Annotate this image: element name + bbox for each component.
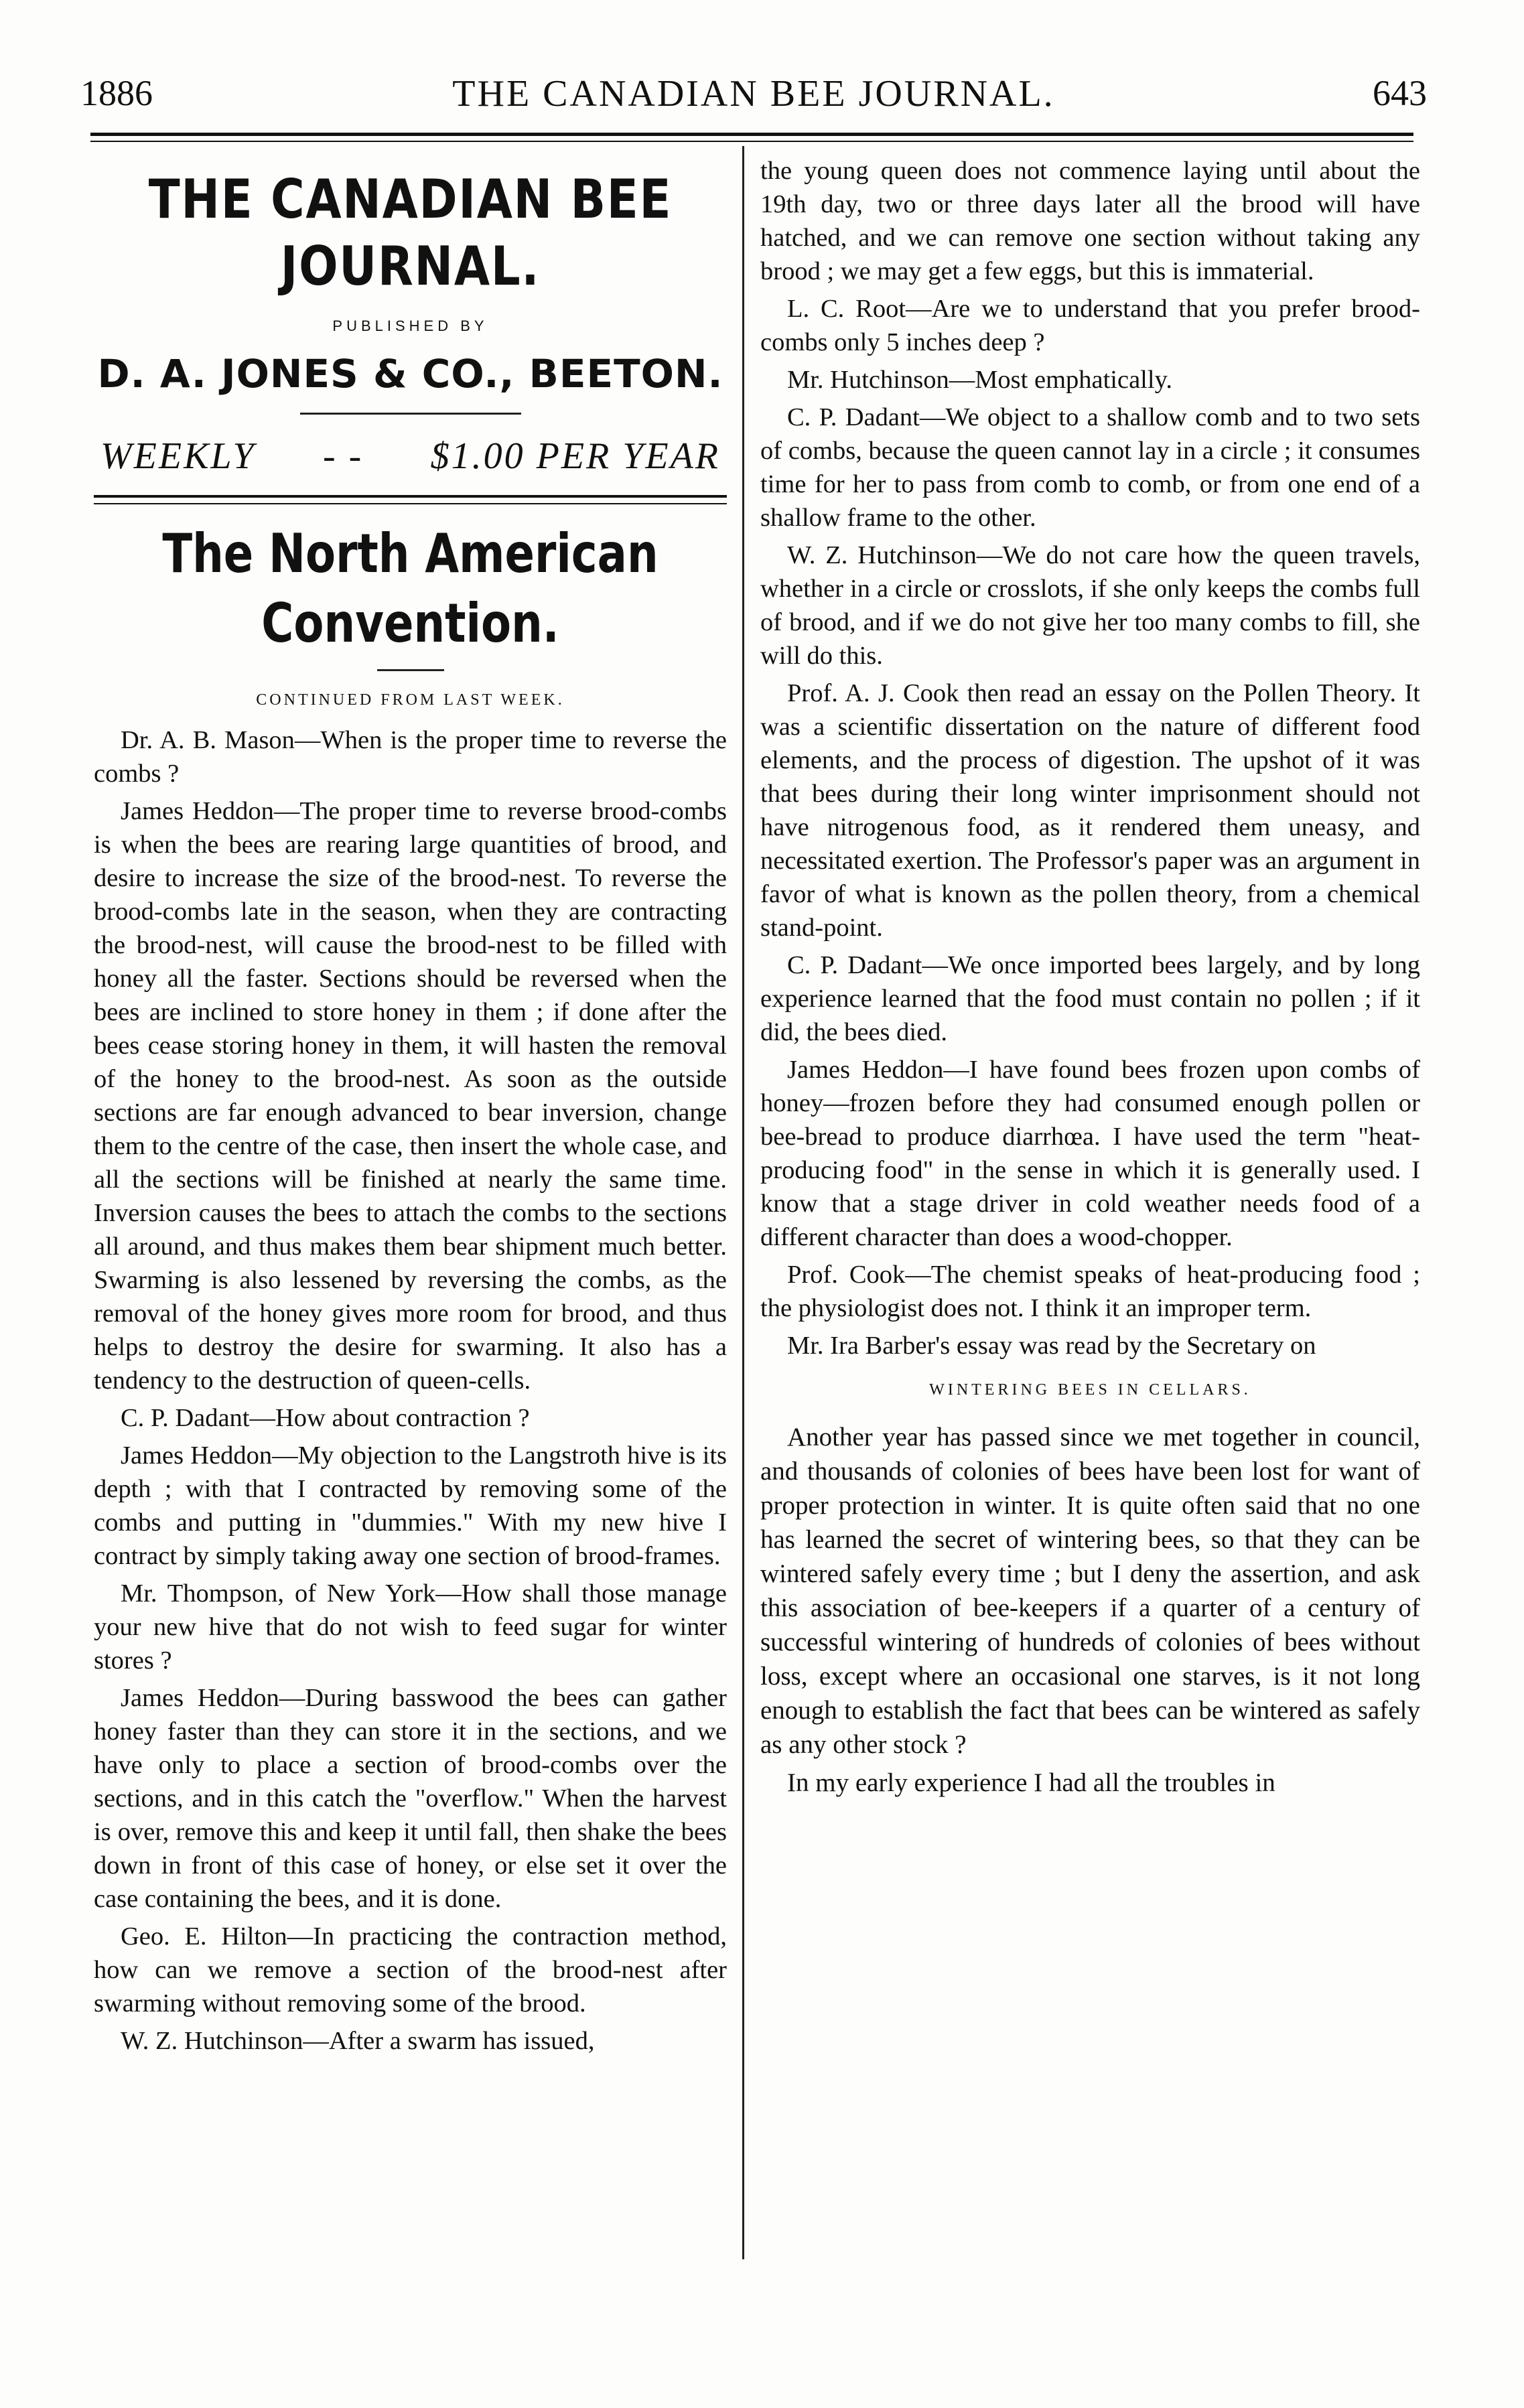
header-rule-thick [90,133,1413,136]
paragraph: James Heddon—During basswood the bees can gather honey faster than they can store it in the sections, and we have only to place a section of brood-combs over the sections, and in this catch the "overflow." When the harvest is over, remove this and keep it until fall, then shake the bees down in front of this case of honey, or else set it over the case containing the bees, and it is done. [94,1684,727,1913]
masthead-rule [300,413,521,415]
running-head-title: THE CANADIAN BEE JOURNAL. [452,73,1055,115]
paragraph: Mr. Ira Barber's essay was read by the Secretary on [787,1332,1316,1360]
subscription-dashes: - - [322,435,364,477]
column-divider [742,146,744,2259]
article-title: The North American Convention. [162,522,659,654]
masthead-double-rule [94,495,727,504]
paragraph: W. Z. Hutchinson—We do not care how the queen travels, whether in a circle or crosslots, if she only keeps the combs full of brood, and if we do not give her too many combs to fill, she will do this. [760,541,1420,670]
paragraph: Dr. A. B. Mason—When is the proper time to reverse the combs ? [94,726,727,788]
right-column [760,154,1420,1804]
paragraph: C. P. Dadant—We once imported bees largely, and by long experience learned that the food must contain no pollen ; if it did, the bees died. [760,951,1420,1046]
paragraph: James Heddon—I have found bees frozen upon combs of honey—frozen before they had consumed enough pollen or bee-bread to produce diarrhœa. I have used the term "heat-producing food" in the sense in which it is generally used. I know that a stage driver in cold weather needs food of a different character than does a wood-chopper. [760,1056,1420,1251]
frequency-text: WEEKLY [100,435,256,477]
essay-paragraph: In my early experience I had all the troubles in [787,1768,1275,1797]
continued-note: CONTINUED FROM LAST WEEK. [256,691,565,709]
paragraph: Prof. A. J. Cook then read an essay on the Pollen Theory. It was a scientific dissertation on the nature of different food elements, and the process of digestion. The upshot of it was that bees during their long winter imprisonment should not have nitrogenous food, as it rendered them uneasy, and necessitated exertion. The Professor's paper was an argument in favor of what is known as the pollen theory, from a chemical stand-point. [760,679,1420,942]
paragraph: Mr. Hutchinson—Most emphatically. [787,366,1172,394]
paragraph: W. Z. Hutchinson—After a swarm has issued, [121,2027,595,2055]
paragraph: C. P. Dadant—We object to a shallow comb and to two sets of combs, because the queen cannot lay in a circle ; it consumes time for her to pass from comb to comb, or from one end of a shallow frame to the other. [760,403,1420,532]
published-by-label: PUBLISHED BY [332,317,488,334]
header-rule-thin [90,141,1413,142]
running-head [80,72,1427,133]
paragraph: Geo. E. Hilton—In practicing the contraction method, how can we remove a section of the brood-nest after swarming without removing some of the brood. [94,1922,727,2017]
paragraph: James Heddon—My objection to the Langstroth hive is its depth ; with that I contracted by removing some of the combs and putting in "dummies." With my new hive I contract by simply taking away one section of brood-frames. [94,1441,727,1570]
essay-paragraph: Another year has passed since we met together in council, and thousands of colonies of bees have been lost for want of proper protection in winter. It is quite often said that no one has learned the secret of wintering bees, so that they can be wintered safely every time ; but I deny the assertion, and ask this association of bee-keepers if a quarter of a century of successful wintering of hundreds of colonies of bees without loss, except where an occasional one starves, is it not long enough to establish the fact that bees can be wintered as safely as any other stock ? [760,1423,1420,1759]
masthead-title: THE CANADIAN BEE JOURNAL. [148,168,673,297]
section-heading: WINTERING BEES IN CELLARS. [929,1381,1251,1399]
continued-paragraph: the young queen does not commence laying until about the 19th day, two or three days later all the brood will have hatched, and we can remove one section without taking any brood ; we may get a few eggs, but this is immaterial. [760,157,1420,285]
price-text: $1.00 PER YEAR [430,435,720,477]
paragraph: James Heddon—The proper time to reverse brood-combs is when the bees are rearing large quantities of brood, and desire to increase the size of the brood-nest. To reverse the brood-combs late in the season, when they are contracting the brood-nest, will cause the brood-nest to be filled with honey all the faster. Sections should be reversed when the bees are inclined to store honey in them ; if done after the bees cease storing honey in them, it will hasten the removal of the honey to the brood-nest. As soon as the outside sections are far enough advanced to bear inversion, change them to the centre of the case, then insert the whole case, and all the sections will be finished at nearly the same time. Inversion causes the bees to attach the combs to the sections all around, and thus makes them bear shipment much better. Swarming is also lessened by reversing the combs, as the removal of the honey gives more room for brood, and thus helps to destroy the desire for swarming. It also has a tendency to the destruction of queen-cells. [94,797,727,1395]
title-rule [377,669,444,671]
paragraph: C. P. Dadant—How about contraction ? [121,1404,530,1432]
running-head-year: 1886 [80,73,153,113]
subscription-line [94,429,727,483]
paragraph: Prof. Cook—The chemist speaks of heat-producing food ; the physiologist does not. I think it an improper term. [760,1261,1420,1322]
publisher-name: D. A. JONES & CO., BEETON. [97,351,723,397]
paragraph: L. C. Root—Are we to understand that you prefer brood-combs only 5 inches deep ? [760,295,1420,356]
page-number: 643 [1373,73,1427,113]
left-column [94,154,727,2062]
paragraph: Mr. Thompson, of New York—How shall those manage your new hive that do not wish to feed sugar for winter stores ? [94,1579,727,1675]
